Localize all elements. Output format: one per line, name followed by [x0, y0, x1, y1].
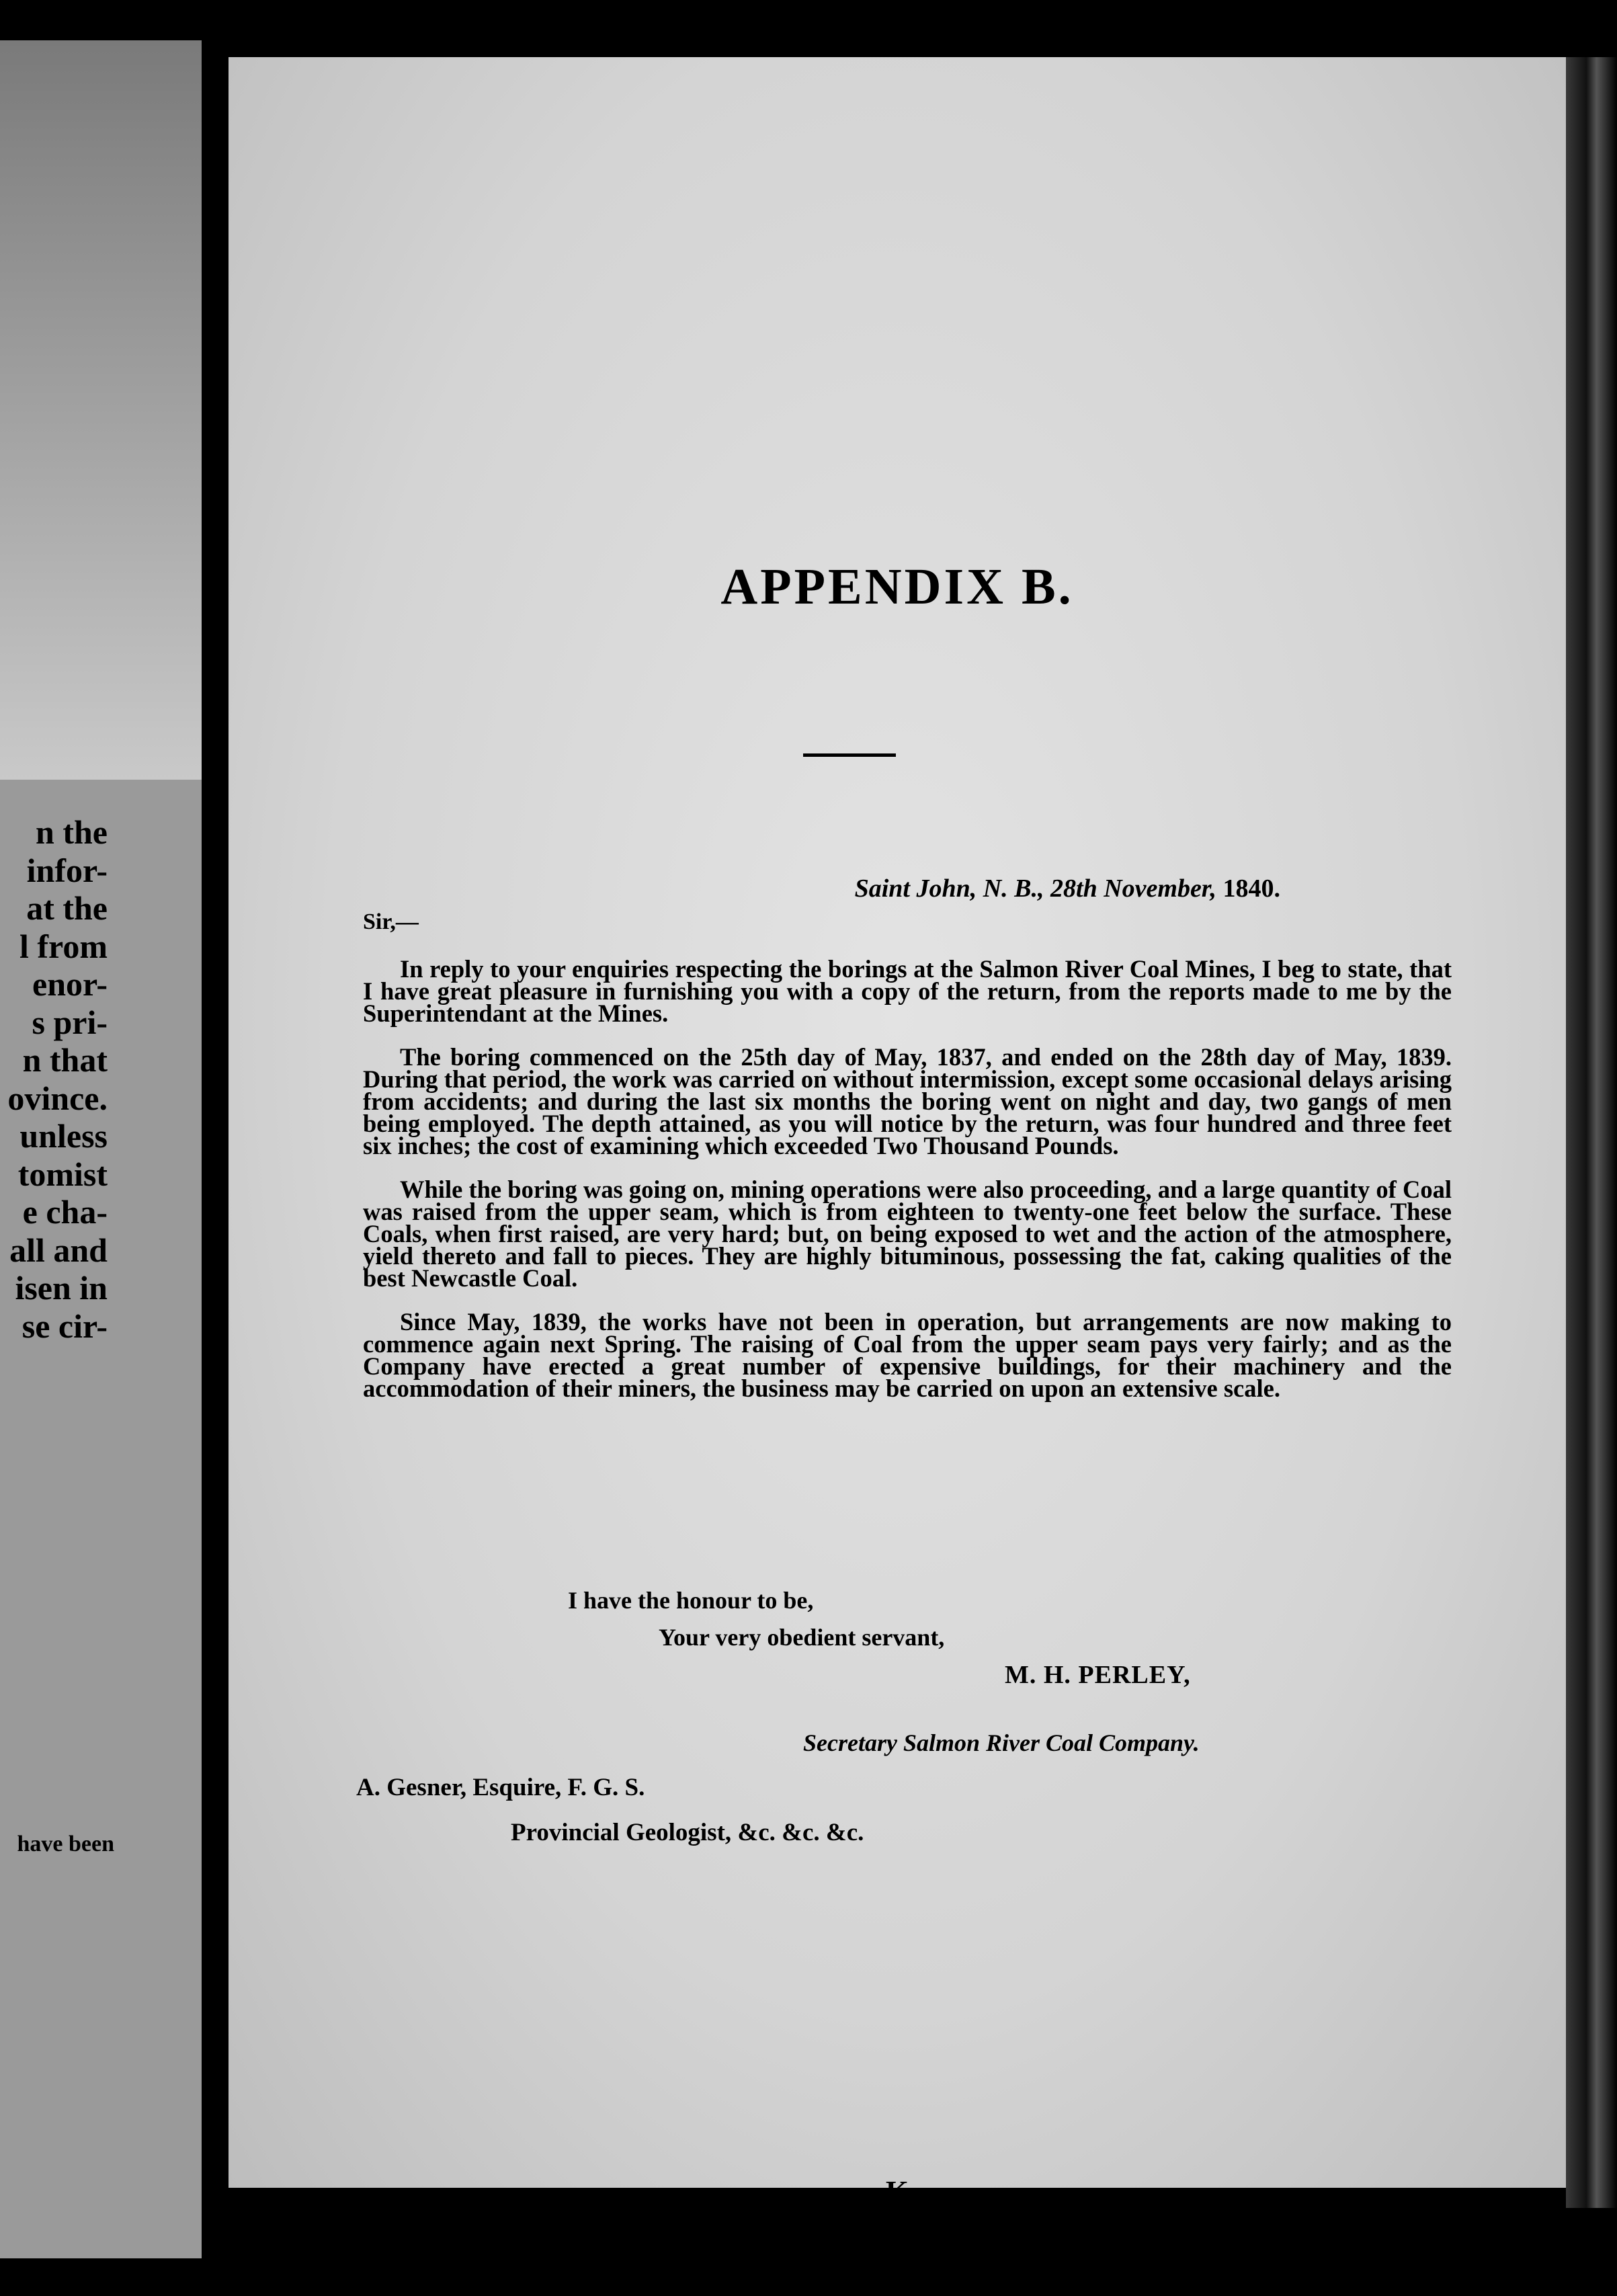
facing-line: s pri- — [32, 1003, 108, 1041]
addressee-name: A. Gesner, Esquire, F. G. S. — [356, 1774, 645, 1801]
facing-line: enor- — [32, 965, 108, 1003]
signer-name: M. H. PERLEY, — [1005, 1661, 1191, 1689]
signer-title: Secretary Salmon River Coal Company. — [803, 1729, 1200, 1756]
book-gutter — [202, 0, 229, 2296]
facing-line: all and — [9, 1231, 108, 1269]
paragraph: In reply to your enquiries respecting the borings at the Salmon River Coal Mines, I beg to state, that I have great pleasure in furnishing you with a copy of the return, from the reports made to me by the Superintendant at the Mines. — [363, 955, 1452, 1027]
page-edge — [1566, 57, 1617, 2208]
paragraph: The boring commenced on the 25th day of May, 1837, and ended on the 28th day of May, 1839. During that period, the work was carried on without intermission, except some occasional delays arising from accidents; and during the last six months the boring went on night and day, two gangs of men being employed. The depth attained, as you will notice by the return, was four hundred and three feet six inches; the cost of examining which exceeded Two Thousand Pounds. — [363, 1043, 1452, 1159]
title-rule — [803, 753, 896, 757]
paragraph: While the boring was going on, mining operations were also proceeding, and a large quantity of Coal was raised from the upper seam, which is from eighteen to twenty-one feet below the surface. These Coals, when first raised, are very hard; but, on being exposed to wet and the action of the atmosphere, yield thereto and fall to pieces. They are highly bituminous, possessing the fat, caking qualities of the best Newcastle Coal. — [363, 1176, 1452, 1292]
addressee-title: Provincial Geologist, &c. &c. &c. — [511, 1819, 864, 1846]
facing-page-shade — [0, 40, 202, 780]
facing-line: at the — [26, 889, 108, 927]
facing-line: n that — [22, 1041, 108, 1079]
facing-line: se cir- — [22, 1307, 108, 1345]
facing-line: n the — [36, 813, 108, 851]
dateline-date: 28th November, — [1050, 874, 1216, 903]
facing-line: ovince. — [7, 1079, 108, 1117]
facing-page-text — [0, 813, 202, 1345]
document-page — [229, 57, 1566, 2208]
page-title: APPENDIX B. — [720, 559, 1074, 615]
facing-line: isen in — [15, 1269, 108, 1307]
letter-body — [363, 955, 1452, 1421]
dateline-year: 1840. — [1222, 874, 1280, 903]
facing-line: l from — [19, 927, 108, 965]
dateline — [855, 874, 1280, 903]
closing-line-1: I have the honour to be, — [568, 1587, 814, 1614]
paragraph: Since May, 1839, the works have not been in operation, but arrangements are now making to commence again next Spring. The raising of Coal from the upper seam pays very fairly; and as the Company have erected a great number of expensive buildings, for their machinery and the accommodation of their miners, the business may be carried on upon an extensive scale. — [363, 1308, 1452, 1402]
salutation: Sir,— — [363, 909, 419, 934]
dateline-place: Saint John, N. B., — [854, 874, 1044, 903]
facing-line: unless — [19, 1117, 108, 1155]
facing-line: e cha- — [22, 1193, 108, 1231]
facing-line: tomist — [17, 1155, 108, 1193]
facing-page — [0, 40, 202, 2258]
closing-line-2: Your very obedient servant, — [659, 1624, 945, 1651]
facing-line: infor- — [26, 851, 108, 889]
signature-mark: K — [885, 2175, 909, 2208]
facing-footnote: have been — [17, 1832, 114, 1856]
